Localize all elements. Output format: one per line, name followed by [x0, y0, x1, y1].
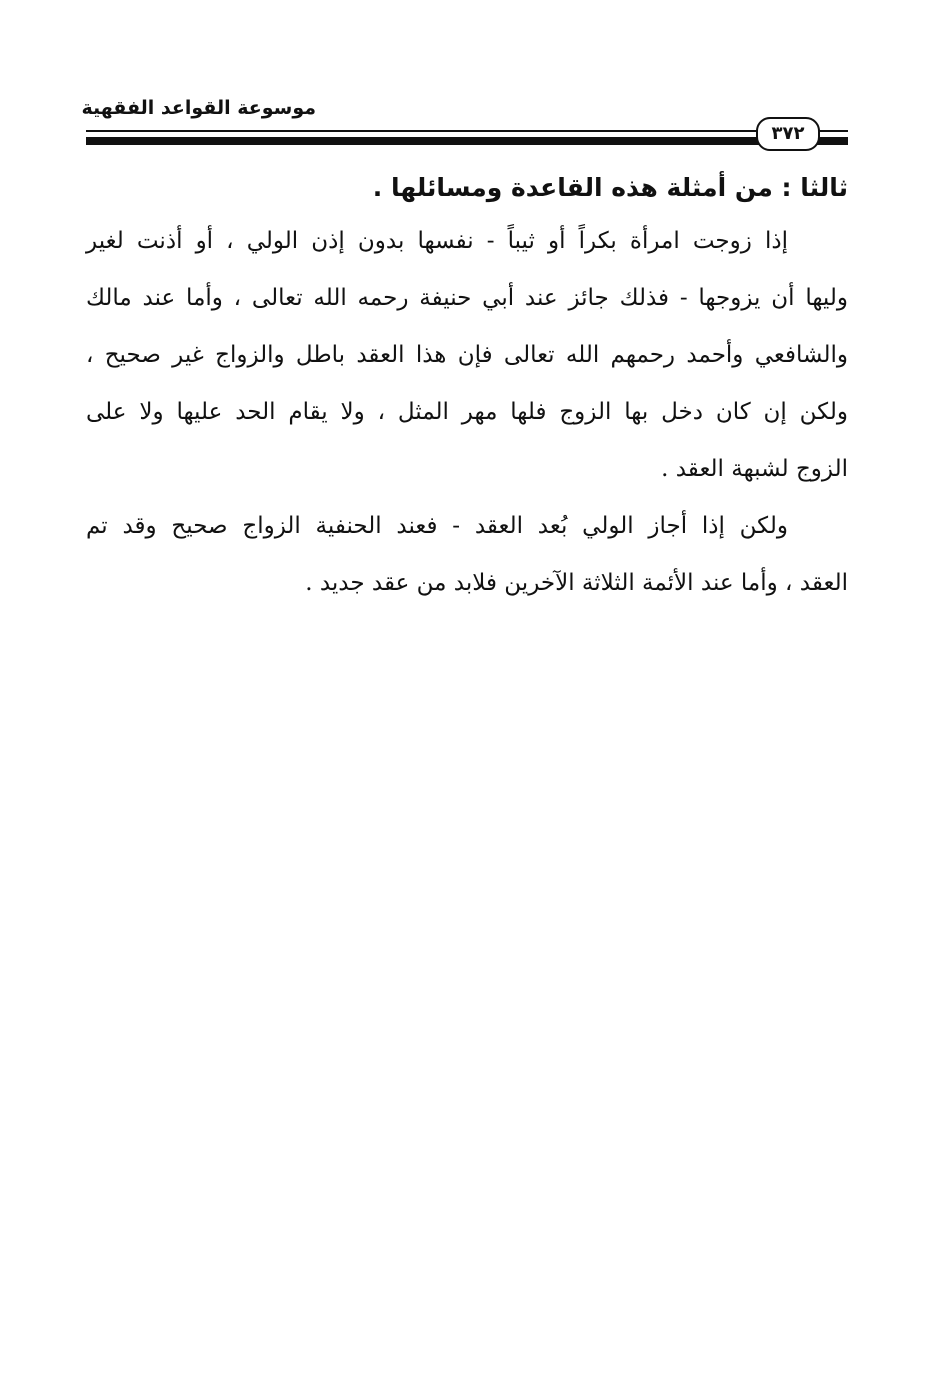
- paragraph-line: ولكن إن كان دخل بها الزوج فلها مهر المثل ، ولا يقام الحد عليها ولا على: [86, 399, 848, 425]
- header-rule-thick: [86, 137, 848, 145]
- paragraph-line: العقد ، وأما عند الأئمة الثلاثة الآخرين فلابد من عقد جديد .: [305, 570, 848, 596]
- paragraph-line: ولكن إذا أجاز الولي بُعد العقد - فعند الحنفية الزواج صحيح وقد تم: [86, 513, 788, 539]
- paragraph-1: [86, 213, 848, 498]
- paragraph-2: [86, 498, 848, 612]
- header-rule-thin: [86, 130, 848, 132]
- running-header-title: موسوعة القواعد الفقهية: [81, 97, 316, 119]
- page-number: ٣٧٢: [756, 117, 820, 151]
- paragraph-line: إذا زوجت امرأة بكراً أو ثيباً - نفسها بدون إذن الولي ، أو أذنت لغير: [86, 228, 788, 254]
- paragraph-line: وليها أن يزوجها - فذلك جائز عند أبي حنيفة رحمه الله تعالى ، وأما عند مالك: [86, 285, 848, 311]
- section-heading: ثالثا : من أمثلة هذه القاعدة ومسائلها .: [372, 173, 848, 202]
- paragraph-line: والشافعي وأحمد رحمهم الله تعالى فإن هذا العقد باطل والزواج غير صحيح ،: [86, 342, 848, 368]
- paragraph-line: الزوج لشبهة العقد .: [661, 456, 848, 482]
